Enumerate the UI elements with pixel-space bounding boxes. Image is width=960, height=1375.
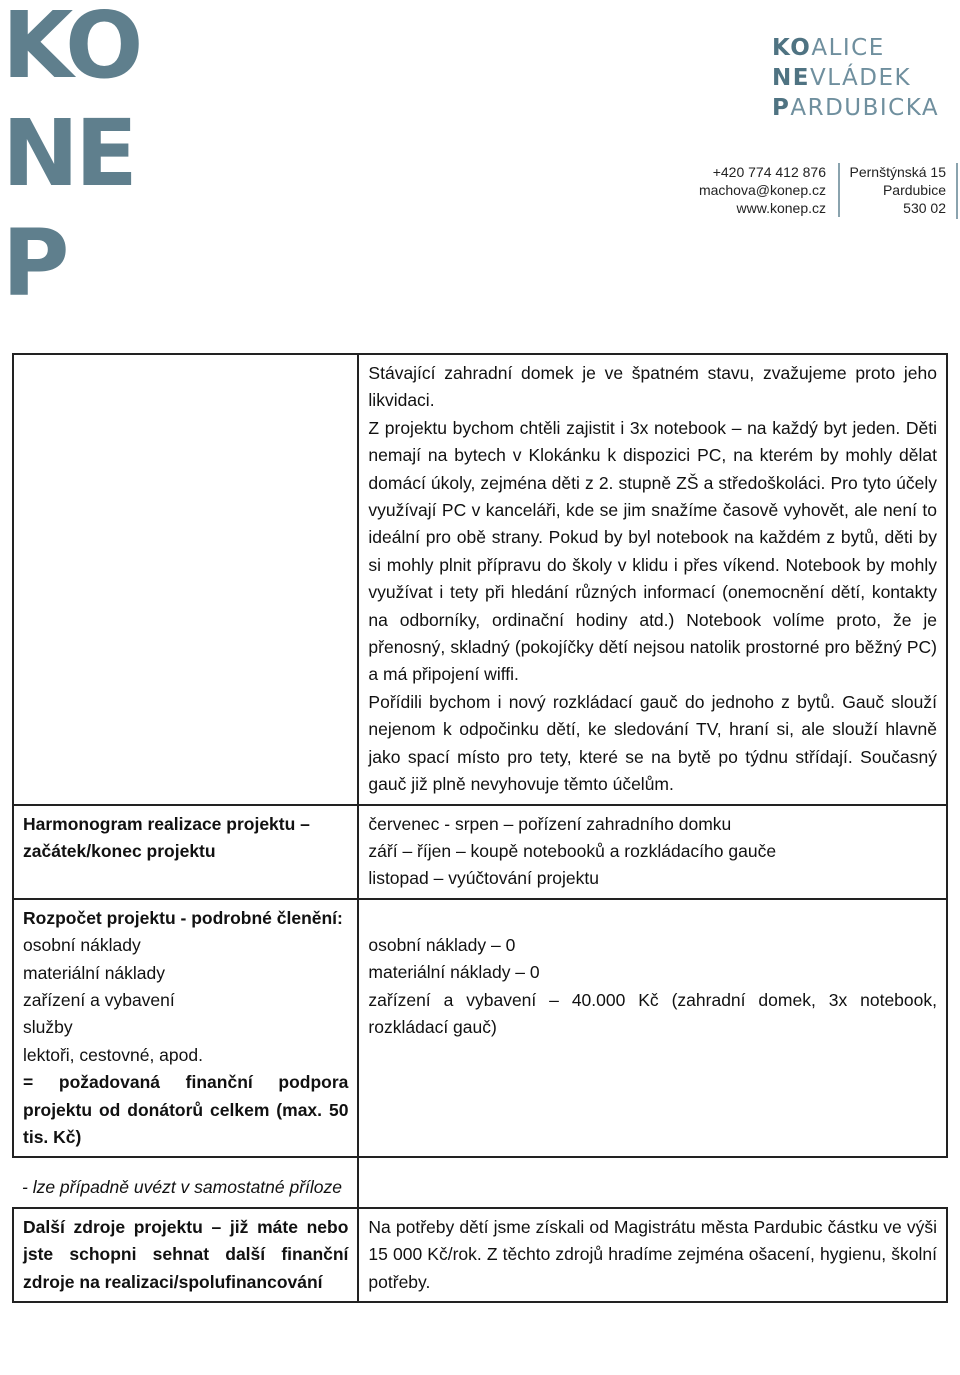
table-row-budget [13,899,947,1158]
note-empty-cell [358,1157,947,1207]
table-row-note [13,1157,947,1207]
schedule-item: září – říjen – koupě notebooků a rozkládacího gauče [368,840,777,861]
table-row-other-sources [13,1208,947,1302]
logo-line-1: KO [2,0,140,99]
other-sources-text: Na potřeby dětí jsme získali od Magistrátu města Pardubic částku ve výši 15 000 Kč/rok. Z těchto zdrojů hradíme zejména ošacení, hygienu, školní potřeby. [358,1208,947,1302]
contact-info [640,163,826,217]
contact-email[interactable]: machova@konep.cz [698,182,826,198]
budget-total-label: = požadovaná finanční podpora projektu od donátorů celkem (max. 50 tis. Kč) [23,1072,349,1147]
budget-value: zařízení a vybavení – 40.000 Kč (zahradní domek, 3x notebook, rozkládací gauč) [368,989,937,1037]
logo-word-pardubicka: PARDUBICKA [772,95,940,121]
description-paragraph: Z projektu bychom chtěli zajistit i 3x notebook – na každý byt jeden. Děti nemají na bytech v Klokánku k dispozici PC, na kterém by mohly dělat domácí úkoly, zejména děti z 2. stupně ZŠ a středoškoláci. Pro tyto účely využívají PC v kanceláři, kde se jim snažíme časově vyhovět, ale není to ideální pro obě strany. Pokud by byl notebook na každém z bytů, děti by si mohly plnit přípravu do školy v klidu i přes víkend. Notebook by mohly využívat i tety při hledání různých informací (onemocnění dětí, kontakty na odborníky, ordinační hodiny atd.) Notebook volíme proto, že je přenosný, skladný (pokojíčky dětí nejsou natolik prostorné pro běžný PC) a má připojení wiffi. [368,417,937,685]
description-paragraph: Stávající zahradní domek je ve špatném stavu, zvažujeme proto jeho likvidaci. [368,363,937,411]
schedule-item: listopad – vyúčtování projektu [368,868,599,889]
budget-item: zařízení a vybavení [23,989,175,1010]
konep-logo-large [0,0,140,317]
description-paragraph: Pořídili bychom i nový rozkládací gauč do jednoho z bytů. Gauč slouží nejenom k odpočinku dětí, ke sledování TV, hraní si, ale slouží hlavně jako spací místo pro tety, které se na bytě po týdnu střídají. Současný gauč již plně nevyhovuje těmto účelům. [368,691,937,795]
contact-address [838,163,946,217]
budget-values-cell [358,899,947,1158]
budget-item: služby [23,1017,73,1038]
other-sources-label: Další zdroje projektu – již máte nebo jste schopni sehnat další finanční zdroje na realizaci/spolufinancování [13,1208,358,1302]
budget-value: materiální náklady – 0 [368,962,540,983]
budget-label-cell [13,899,358,1158]
schedule-item: červenec - srpen – pořízení zahradního domku [368,813,732,834]
project-table [12,353,948,1303]
table-row-description [13,354,947,805]
address-street: Pernštýnská 15 [849,164,946,180]
address-city: Pardubice [882,182,946,198]
logo-line-3: P [2,210,66,317]
contact-divider [956,163,958,219]
address-zip: 530 02 [903,200,946,216]
contact-phone: +420 774 412 876 [712,164,826,180]
budget-item: lektoři, cestovné, apod. [23,1044,203,1065]
schedule-cell [358,805,947,899]
logo-line-2: NE [2,100,134,207]
description-label-cell [13,354,358,805]
budget-note: - lze případně uvézt v samostatné příloze [22,1177,343,1198]
budget-value: osobní náklady – 0 [368,934,516,955]
schedule-label: Harmonogram realizace projektu – začátek/konec projektu [13,805,358,899]
logo-word-nevladek: NEVLÁDEK [772,65,912,91]
koalice-logo [772,33,958,123]
table-row-schedule [13,805,947,899]
budget-item: materiální náklady [23,962,166,983]
logo-word-koalice: KOALICE [772,35,885,61]
budget-label: Rozpočet projektu - podrobné členění: [23,907,343,928]
budget-item: osobní náklady [23,935,141,956]
description-cell [358,354,947,805]
contact-web[interactable]: www.konep.cz [736,200,826,216]
